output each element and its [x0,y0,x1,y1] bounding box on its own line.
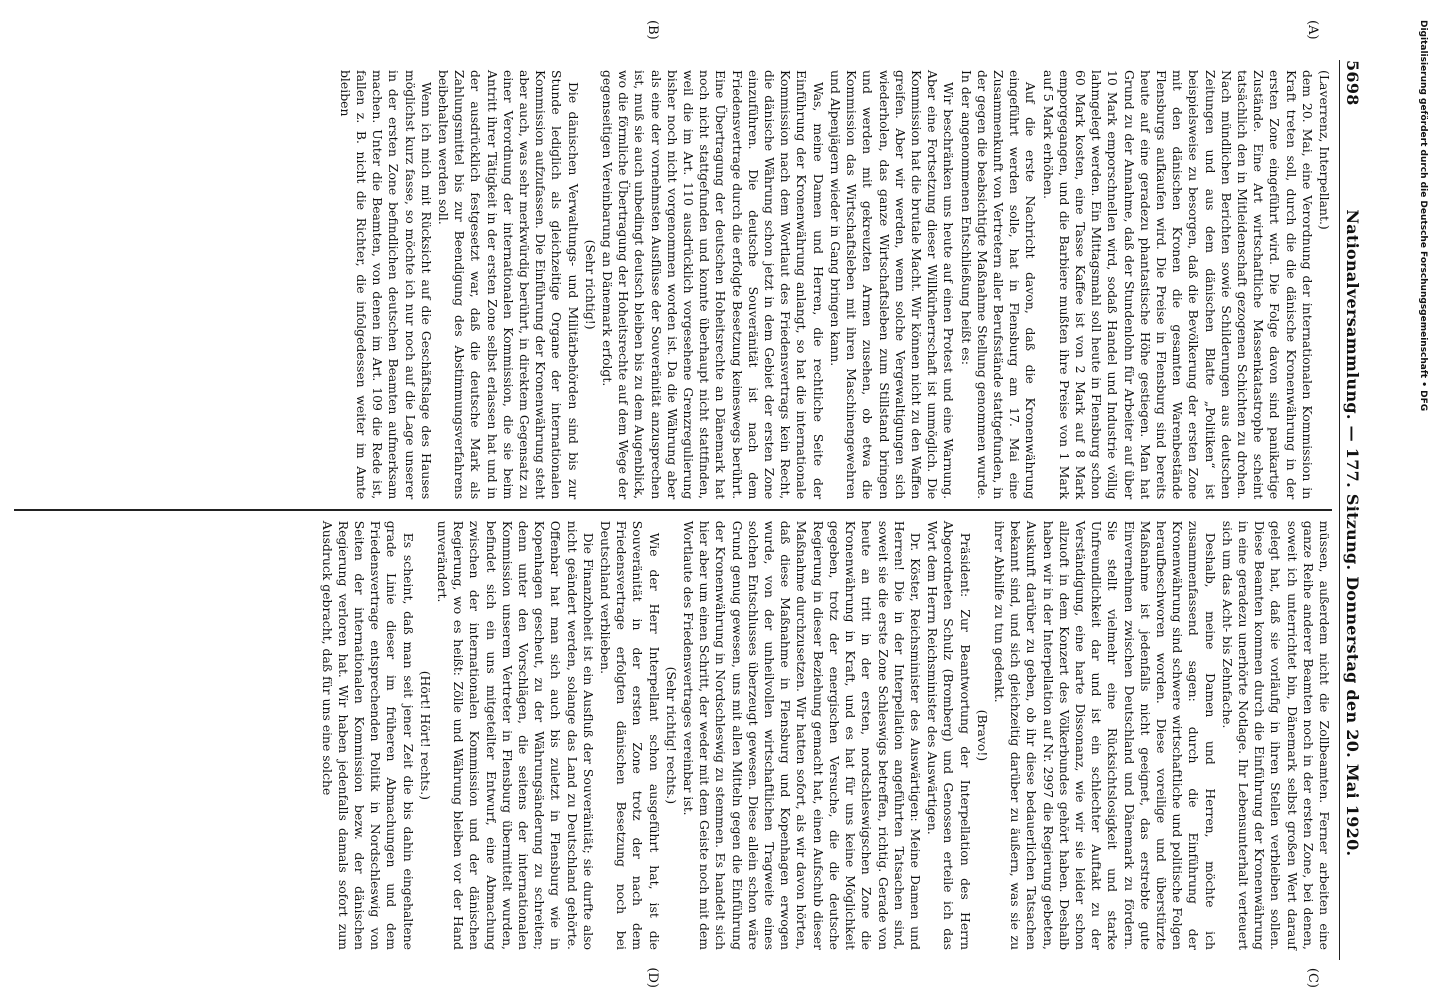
interjection: (Sehr richtig! rechts.) [663,666,679,805]
paragraph: Die dänischen Verwaltungs- und Militärbehörden sind bis zur Stunde lediglich als gleichzeitige Organe der internationalen Kommission aufzufassen. Die Einführung der Kronenwährung steht aber auch, was sehr merkwürdig berührt, in direktem Gegensatz zu einer Verordnung der internationalen Kommission, die sie beim Antritt ihrer Tätigkeit in der ersten Zone selbst erlassen hat und in der ausdrücklich festgesetzt war, daß die deutsche Mark als Zahlungsmittel bis zur Beendigung des Abstimmungsverfahrens beibehalten werden soll. [436,70,581,500]
paragraph: Auf die erste Nachricht davon, daß die Kronenwährung eingeführt werden solle, hat in Flensburg am 17. Mai eine Zusammenkunft von Vertretern aller Berufsstände stattgefunden, in der gegen die beabsichtigte Maßnahme Stellung genommen wurde. In der angenommenen Entschließung heißt es: [958,70,1039,500]
paragraph: Deshalb, meine Damen und Herren, möchte ich zusammenfassend sagen: durch die Einführung der Kronenwährung sind schwere wirtschaftliche und politische Folgen heraufbeschworen worden. Diese voreilige und überstürzte Maßnahme ist jedenfalls nicht geeignet, das erstrebte gute Einvernehmen zwischen Deutschland und Dänemark zu fördern. Sie stellt vielmehr eine Rücksichtslosigkeit und starke Unfreundlichkeit dar und ist ein schlechter Auftakt zu der Verständigung, eine harte Dissonanz, wie wir sie leider schon allzuoft in dem Konzert des Völkerbundes gehört haben. Deshalb haben wir in der Interpellation auf Nr. 2997 die Regierung gebeten, Auskunft darüber zu geben, ob ihr diese bedauerlichen Tatsachen bekannt sind, und sich gleichzeitig darüber zu äußern, was sie zu ihrer Abhilfe zu tun gedenkt. [991,520,1218,950]
running-title: Nationalversammlung. — 177. Sitzung. Donnerstag den 20. Mai 1920. [1343,209,1363,857]
paragraph: müssen, außerdem nicht die Zollbeamten. Ferner arbeiten eine ganze Reihe anderer Beamten noch in der ersten Zone, bei denen, soweit ich unterrichtet bin, Dänemark selbst großen Wert darauf gelegt hat, daß sie vorläufig in ihren Stellen verbleiben sollen. Diese Beamten kommen durch die Einführung der Kronenwährung in eine geradezu unerhörte Notlage. Ihr Lebensunterhalt verteuert sich um das Acht- bis Zehnfache. [1219,520,1332,950]
digitization-credit [1414,20,1428,980]
page-header [1339,60,1366,960]
paragraph: Es scheint, daß man seit jener Zeit die bis dahin eingehaltene grade Linie dieser im früheren Abmachungen und dem Friedensvertrage entsprechenden Politik in Nordschleswig von Seiten der internationalen Kommission bezw. der dänischen Regierung verloren hat. Wir haben jedenfalls damals sofort zum Ausdruck gebracht, daß für uns eine solche [319,520,416,950]
two-column-body [14,60,1332,960]
paragraph: dem 20. Mai, eine Verordnung der internationalen Kommission in Kraft treten soll, durch die die dänische Kronenwährung in der ersten Zone eingeführt wird. Die Folge davon sind panikartige Zustände. Eine Art wirtschaftliche Massenkatastrophe scheint tatsächlich den in Mitleidenschaft gezogenen Schichten zu drohen. Nach mündlichen Berichten sowie Schilderungen aus deutschen Zeitungen und aus dem dänischen Blatte „Politiken“ ist beispielsweise zu besorgen, daß die Bevölkerung der ersten Zone mit den dänischen Kronen die gesamten Warenbestände Flensburgs aufkaufen wird. Die Preise in Flensburg sind bereits heute auf eine geradezu phantastische Höhe gestiegen. Man hat Grund zu der Annahme, daß der Stundenlohn für Arbeiter auf über 10 Mark emporschnellen wird, sodaß Handel und Industrie völlig lahmgelegt werden. Ein Mittagsmahl soll heute in Flensburg schon 60 Mark kosten, eine Tasse Kaffee ist von 2 Mark auf 8 Mark emporgegangen, und die Barbiere mußten ihre Preise von 1 Mark auf 5 Mark erhöhen. [1040,70,1315,500]
interjection: (Hört! Hört! rechts.) [417,670,433,801]
margin-marker-a: (A) [1305,20,1320,40]
paragraph: Was, meine Damen und Herren, die rechtliche Seite der Einführung der Kronenwährung anlangt, so hat die internationale Kommission nach dem Wortlaut des Friedensvertrags kein Recht, die dänische Währung schon jetzt in dem Gebiet der ersten Zone einzuführen. Die deutsche Souveränität ist nach dem Friedensvertrage durch die erfolgte Besetzung keineswegs berührt. Eine Übertragung der deutschen Hoheitsrechte an Dänemark hat noch nicht stattgefunden und konnte überhaupt nicht stattfinden, weil die im Art. 110 ausdrücklich vorgesehene Grenzregulierung bisher noch nicht vorgenommen worden ist. Da die Währung aber als eine der vornehmsten Ausflüsse der Souveränität anzusprechen ist, muß sie auch unbedingt deutsch bleiben bis zu dem Augenblick, wo die förmliche Übertragung der Hoheitsrechte auf dem Wege der gegenseitigen Vereinbarung an Dänemark erfolgt. [600,70,826,500]
interjection: (Bravo!) [974,709,990,762]
page-number: 5698 [1343,60,1363,106]
paragraph: Wie der Herr Interpellant schon ausgeführt hat, ist die Souveränität in der ersten Zone trotz der nach dem Friedensvertrage erfolgten dänischen Besetzung noch bei Deutschland verblieben. [598,520,662,950]
left-column [14,60,1332,509]
interjection: (Sehr richtig!) [582,239,598,330]
margin-marker-d: (D) [645,967,660,988]
speaker-note: (Laverrenz, Interpellant.) [1317,70,1332,230]
quotation: Wir beschränken uns heute auf einen Protest und eine Warnung. Aber eine Fortsetzung dieser Willkürherrschaft ist unmöglich. Die Kommission hat die brutale Macht. Wir können nicht zu den Waffen greifen. Aber wir werden, wenn solche Vergewaltigungen sich wiederholen, das ganze Wirtschaftsleben zum Stillstand bringen und werden mit gekreuzten Armen zusehen, ob etwa die Kommission das Wirtschaftsleben mit ihren Maschinengewehren und Alpenjägern wieder in Gang bringen kann. [827,70,957,500]
paragraph: Die Finanzhoheit ist ein Ausfluß der Souveränität; sie durfte also nicht geändert werden, solange das Land zu Deutschland gehörte. Offenbar hat man sich auch bis zuletzt in Flensburg wie in Kopenhagen gescheut, zu der Währungsänderung zu schreiten; denn unter den Vorschlägen, die seitens der internationalen Kommission unserem Vertreter in Flensburg übermittelt wurden, befindet sich ein uns mitgeteilter Entwurf, eine Abmachung zwischen der internationalen Kommission und der dänischen Regierung, wo es heißt: Zölle und Währung bleiben vor der Hand unverändert. [435,520,596,950]
paragraph: Dr. Köster, Reichsminister des Auswärtigen: Meine Damen und Herren! Die in der Interpellation angeführten Tatsachen sind, soweit sie die erste Zone Schleswigs betreffen, richtig. Gerade von heute an tritt in der ersten, nordschleswigschen Zone die Kronenwährung in Kraft, und es hat für uns keine Möglichkeit gegeben, trotz der energischen Versuche, die die deutsche Regierung in dieser Beziehung gemacht hat, einen Aufschub dieser Maßnahme durchzusetzen. Wir hatten sofort, als wir davon hörten, daß diese Maßnahme in Flensburg und Kopenhagen erwogen wurde, von der unheilvollen wirtschaftlichen Tragweite eines solchen Entschlusses überzeugt gewesen. Diese allein schon wäre Grund genug gewesen, uns mit allen Mitteln gegen die Einführung der Kronenwährung in Nordschleswig zu stemmen. Es handelt sich hier aber um einen Schritt, der weder mit dem Geiste noch mit dem Wortlaute des Friedensvertrages vereinbar ist. [681,520,923,950]
paragraph: Wenn ich mich mit Rücksicht auf die Geschäftslage des Hauses möglichst kurz fasse, so möchte ich nur noch auf die Lage unserer in der ersten Zone befindlichen deutschen Beamten aufmerksam machen. Unter die Beamten, von denen im Art. 109 die Rede ist, fallen z. B. nicht die Richter, die infolgedessen weiter im Amte bleiben [337,70,434,500]
right-column [14,511,1332,960]
margin-marker-c: (C) [1305,967,1320,988]
paragraph: Präsident: Zur Beantwortung der Interpellation des Herrn Abgeordneten Schulz (Bromberg) und Genossen erteile ich das Wort dem Herrn Reichsminister des Auswärtigen. [925,520,973,950]
digitization-credit-text: Digitalisierung gefördert durch die Deutsche Forschungsgemeinschaft • DFG [1418,20,1428,412]
margin-marker-b: (B) [645,20,660,40]
